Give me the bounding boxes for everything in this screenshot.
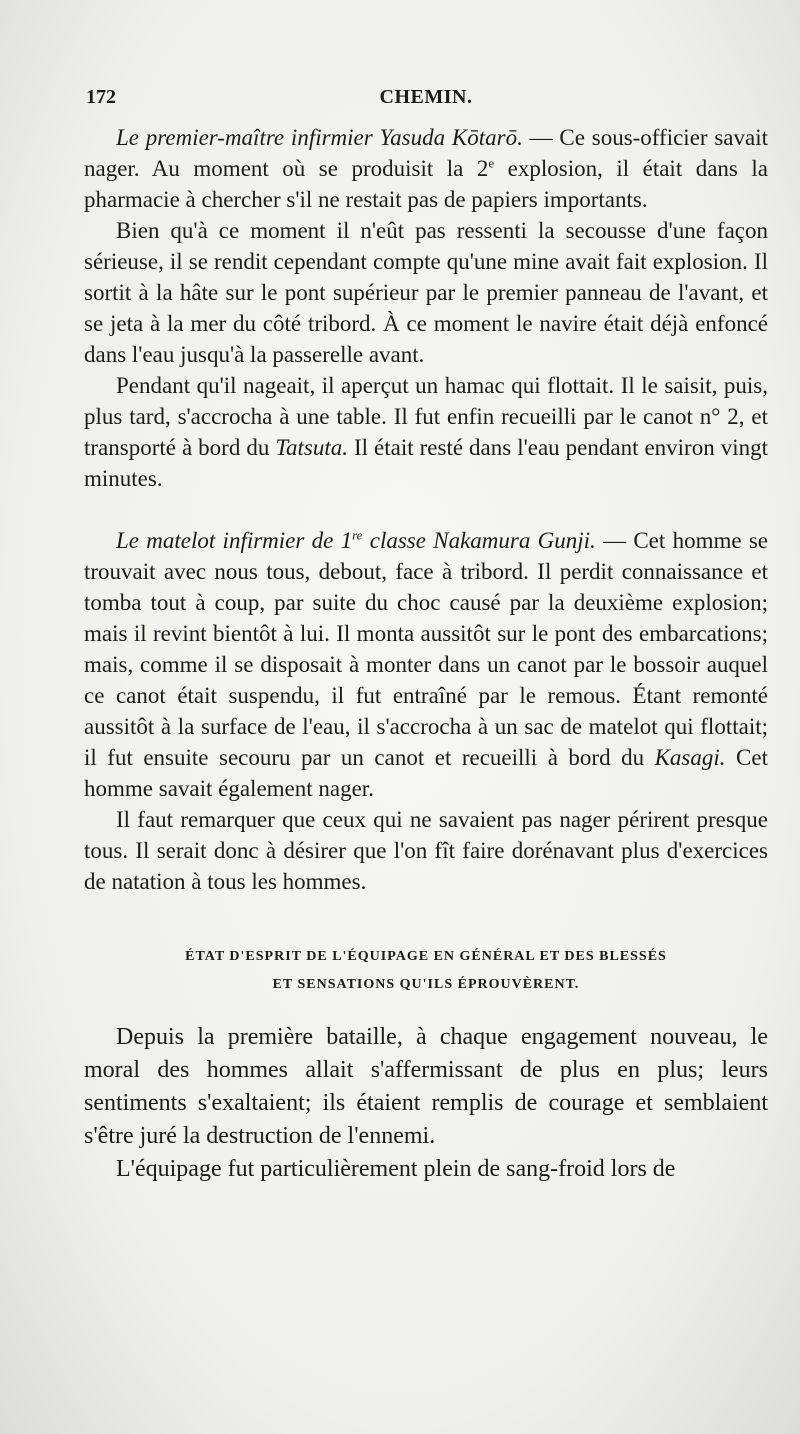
page-header	[86, 86, 766, 116]
paragraph-text: Il était resté dans l'eau pendant environ vingt minutes.	[84, 435, 768, 491]
paragraph-text: — Cet homme se trouvait avec nous tous, debout, face à tribord. Il perdit connaissance et tomba tout à coup, par suite du choc causé par la deuxième explosion; mais il revint bientôt à lui. Il monta aussitôt sur le pont des embarcations; mais, comme il se disposait à monter dans un canot par le bossoir auquel ce canot était suspendu, il fut entraîné par le remous. Étant remonté aussitôt à la surface de l'eau, il s'accrocha à un sac de matelot qui flottait; il fut ensuite secouru par un canot et recueilli à bord du	[84, 528, 768, 770]
section-heading	[84, 943, 768, 999]
superscript: re	[352, 527, 363, 543]
paragraph-lead: Le matelot infirmier de 1	[116, 528, 353, 553]
section-heading-line: ET SENSATIONS QU'ILS ÉPROUVÈRENT.	[272, 977, 580, 992]
paragraph-lead: Le premier-maître infirmier Yasuda Kōtarō.	[116, 125, 523, 150]
paragraph-rescue	[84, 370, 768, 494]
paragraph-swimming: Il faut remarquer que ceux qui ne savaient pas nager périrent presque tous. Il serait donc à désirer que l'on fît faire dorénavant plus d'exercices de natation à tous les hommes.	[84, 807, 768, 894]
paragraph-lead: classe Nakamura Gunji.	[362, 528, 596, 553]
body-text	[84, 122, 768, 1186]
paragraph-explosion: Bien qu'à ce moment il n'eût pas ressenti la secousse d'une façon sérieuse, il se rendit cependant compte qu'une mine avait fait explosion. Il sortit à la hâte sur le pont supérieur par le premier panneau de l'avant, et se jeta à la mer du côté tribord. À ce moment le navire était déjà enfoncé dans l'eau jusqu'à la passerelle avant.	[84, 218, 768, 367]
paragraph-nakamura	[84, 525, 768, 804]
paragraph-gap	[84, 494, 768, 525]
ship-name: Kasagi.	[654, 745, 726, 770]
section-heading-line: ÉTAT D'ESPRIT DE L'ÉQUIPAGE EN GÉNÉRAL ET DES BLESSÉS	[185, 949, 667, 964]
paragraph-crew: L'équipage fut particulièrement plein de sang-froid lors de	[116, 1156, 676, 1182]
paragraph-morale: Depuis la première bataille, à chaque engagement nouveau, le moral des hommes allait s'affermissant de plus en plus; leurs sentiments s'exaltaient; ils étaient remplis de courage et semblaient s'être juré la destruction de l'ennemi.	[84, 1024, 768, 1149]
page-number: 172	[86, 86, 116, 108]
running-head: CHEMIN.	[379, 86, 473, 108]
paragraph-text: explosion, il était dans la pharmacie à chercher s'il ne restait pas de papiers importants.	[84, 156, 768, 212]
paragraph-text: Cet homme savait également nager.	[84, 745, 768, 801]
paragraph-yasuda	[84, 122, 768, 215]
superscript: e	[488, 155, 495, 171]
paragraph-text: — Ce sous-officier savait nager. Au moment où se produisit la 2	[84, 125, 768, 181]
ship-name: Tatsuta.	[275, 435, 348, 460]
paragraph-text: Pendant qu'il nageait, il aperçut un hamac qui flottait. Il le saisit, puis, plus tard, s'accrocha à une table. Il fut enfin recueilli par le canot n° 2, et transporté à bord du	[84, 373, 768, 460]
